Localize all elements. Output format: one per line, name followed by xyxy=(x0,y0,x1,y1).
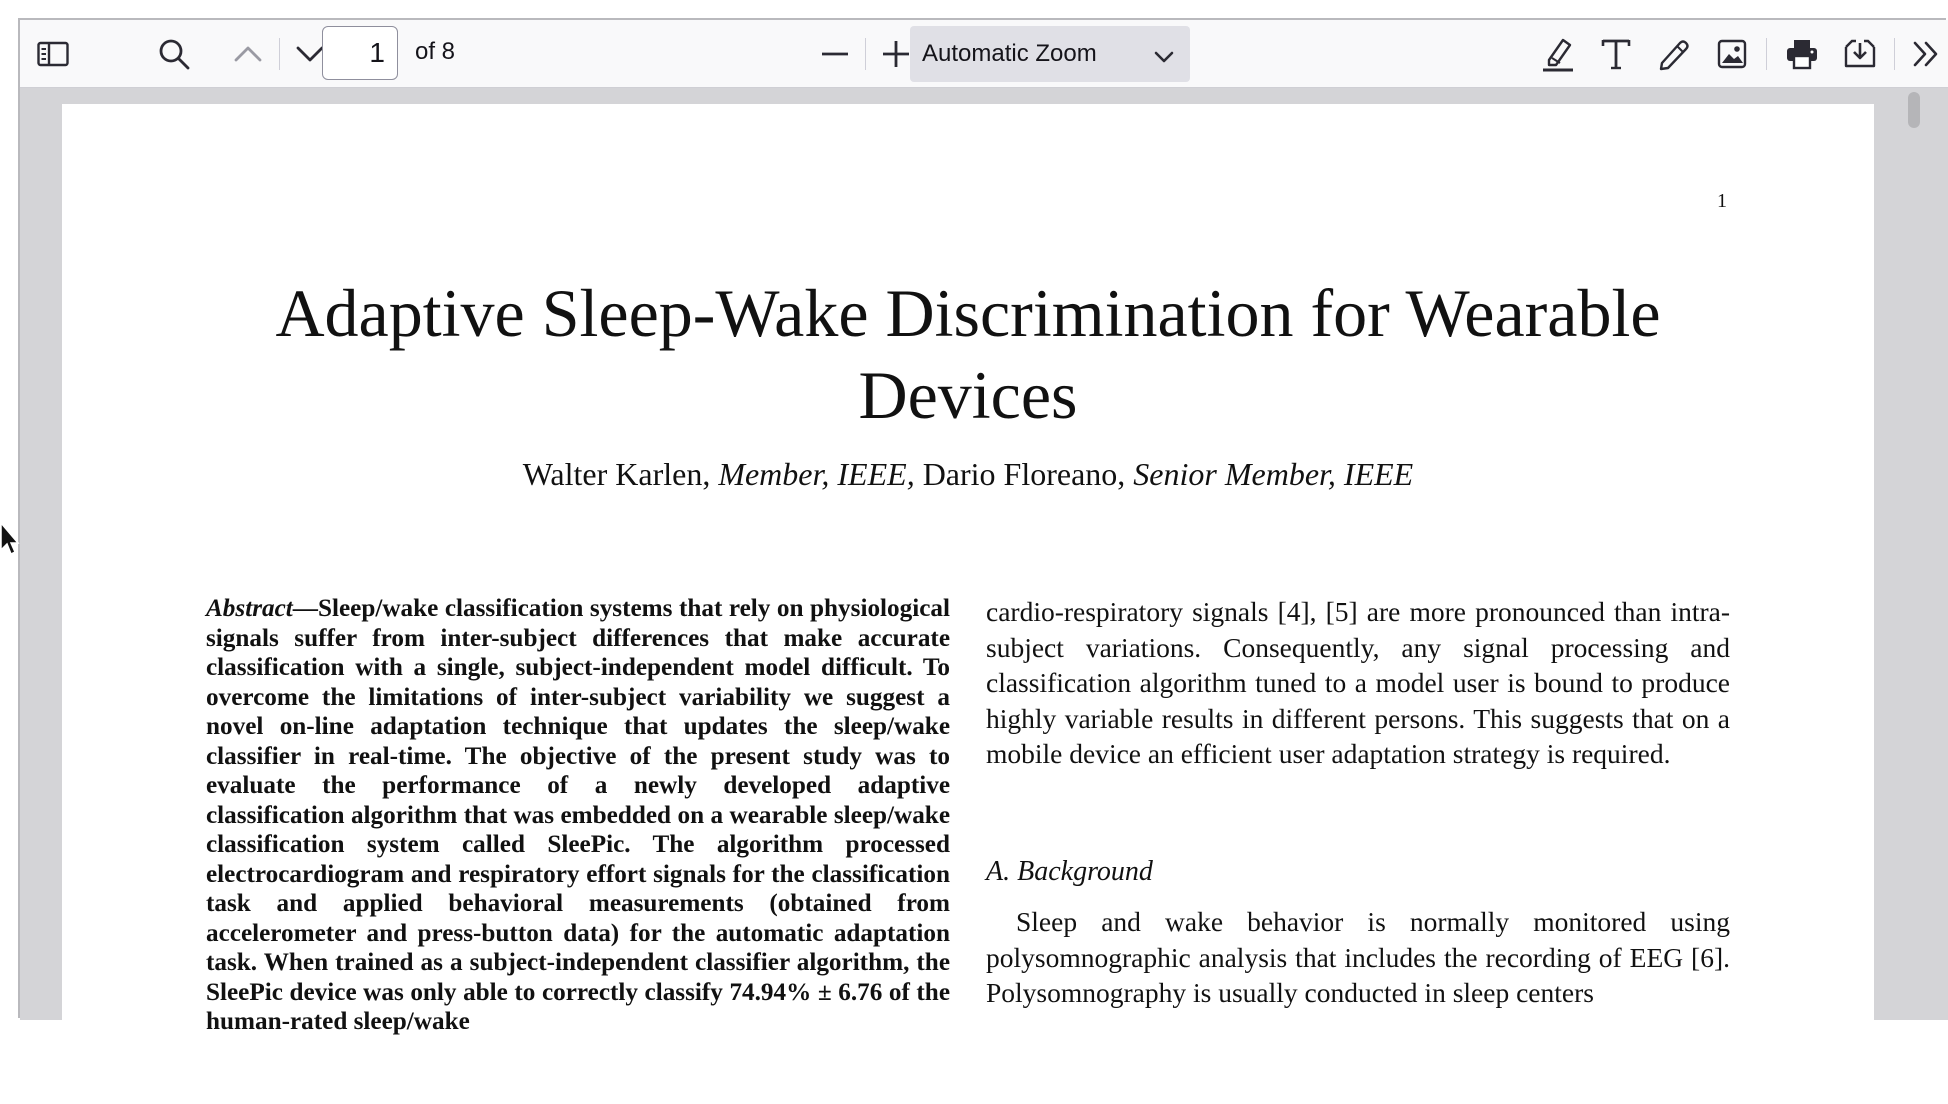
double-chevron-right-icon[interactable] xyxy=(1906,34,1946,74)
toolbar-separator xyxy=(865,38,866,70)
toolbar-separator xyxy=(279,38,280,70)
page-count-label: of 8 xyxy=(415,38,456,65)
abstract xyxy=(206,594,950,1037)
author-role: Member, IEEE, xyxy=(718,456,915,492)
zoom-select[interactable] xyxy=(910,26,1190,82)
chevron-up-icon[interactable] xyxy=(228,34,268,74)
pen-icon[interactable] xyxy=(1652,34,1696,74)
toolbar-separator xyxy=(1766,38,1767,70)
section-heading: A. Background xyxy=(986,856,1153,887)
page-number-input[interactable] xyxy=(322,26,398,80)
zoom-select-value: Automatic Zoom xyxy=(922,40,1097,67)
author-name: Walter Karlen, xyxy=(522,456,719,492)
toolbar xyxy=(20,20,1948,88)
author-role: Senior Member, IEEE xyxy=(1133,456,1414,492)
document-viewport[interactable] xyxy=(20,88,1948,1035)
highlighter-icon[interactable] xyxy=(1536,34,1580,74)
pdf-page xyxy=(62,104,1874,1104)
sidebar-toggle-icon[interactable] xyxy=(28,34,78,74)
chevron-down-icon xyxy=(1154,43,1174,71)
minus-icon[interactable] xyxy=(815,34,855,74)
section-text: Sleep and wake behavior is normally monitored using polysomnographic analysis that includes the recording of EEG [6]. Polysomnography is usually conducted in sleep centers xyxy=(986,906,1730,1008)
printer-icon[interactable] xyxy=(1780,34,1824,74)
section-paragraph xyxy=(986,904,1730,1011)
page-number: 1 xyxy=(1717,190,1727,212)
abstract-text: —Sleep/wake classification systems that rely on physiological signals suffer from inter-subject differences that make accurate classification with a single, subject-independent model difficult. To overcome the limitations of inter-subject variability we suggest a novel on-line adaptation technique that updates the sleep/wake classifier in real-time. The objective of the present study was to evaluate the performance of a newly developed adaptive classification algorithm that was embedded on a wearable sleep/wake classification system called SleePic. The algorithm processed electrocardiogram and respiratory effort signals for the classification task and applied behavioral measurements (obtained from accelerometer and press-button data) for the automatic adaptation task. When trained as a subject-independent classifier algorithm, the SleePic device was only able to correctly classify 74.94% ± 6.76 of the human-rated sleep/wake xyxy=(206,595,950,1035)
text-icon[interactable] xyxy=(1594,34,1638,74)
abstract-label: Abstract xyxy=(206,595,293,622)
toolbar-separator xyxy=(1894,38,1895,70)
paper-authors xyxy=(162,456,1774,493)
paper-title: Adaptive Sleep-Wake Discrimination for Wearable Devices xyxy=(275,275,1661,433)
mouse-cursor-icon xyxy=(0,522,18,561)
intro-paragraph: cardio-respiratory signals [4], [5] are more pronounced than intra-subject variations. Consequently, any signal processing and classification algorithm tuned to a model user is bound to produce highly variable results in different persons. This suggests that on a mobile device an efficient user adaptation strategy is required. xyxy=(986,596,1730,769)
image-icon[interactable] xyxy=(1710,34,1754,74)
pdf-viewer xyxy=(18,18,1946,1035)
author-name: Dario Floreano, xyxy=(914,456,1134,492)
search-icon[interactable] xyxy=(152,34,196,74)
scrollbar-thumb[interactable] xyxy=(1908,92,1920,128)
download-icon[interactable] xyxy=(1838,34,1882,74)
